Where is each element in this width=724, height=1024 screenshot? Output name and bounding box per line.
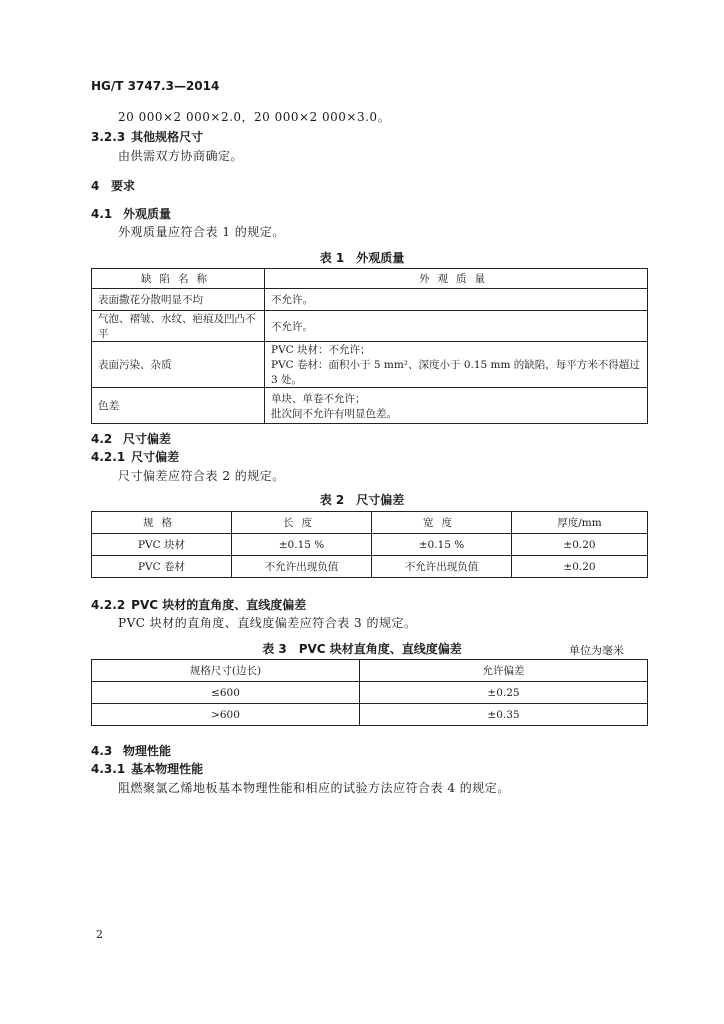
section-4-3-1-heading: [91, 760, 203, 777]
cell-line: 批次间不允许有明显色差。: [271, 407, 397, 420]
table-row: [92, 682, 648, 704]
table-row: [92, 311, 648, 342]
section-4-2-1-text: 尺寸偏差应符合表 2 的规定。: [118, 469, 285, 483]
table-cell: ±0.25: [360, 682, 648, 704]
table-2: [91, 511, 648, 578]
table-row: [92, 704, 648, 726]
table-cell: PVC 块材: [92, 534, 232, 556]
table-row: [92, 342, 648, 388]
table-cell: ±0.15 %: [372, 534, 512, 556]
section-number: 3.2.3: [91, 130, 126, 144]
table-header-cell: 缺陷名称: [92, 269, 265, 289]
section-4-2-1-heading: [91, 448, 179, 465]
section-4-3-heading: [91, 742, 171, 759]
table-cell: 不允许出现负值: [232, 556, 372, 578]
cell-line: 单块、单卷不允许；: [271, 392, 366, 405]
table-header-cell: 规格尺寸(边长): [92, 660, 360, 682]
cell-line: PVC 卷材：面积小于 5 mm²、深度小于 0.15 mm 的缺陷，每平方米不得超过 3 处。: [271, 359, 640, 386]
table-row: [92, 289, 648, 311]
table-cell: 表面撒花分散明显不均: [92, 289, 265, 311]
table-cell: 色差: [92, 388, 265, 424]
table-row: [92, 534, 648, 556]
table-3-unit-note: 单位为毫米: [569, 644, 624, 657]
table-cell: 表面污染、杂质: [92, 342, 265, 388]
document-code: HG/T 3747.3—2014: [91, 79, 220, 93]
table-header-cell: 外观质量: [265, 269, 648, 289]
section-title: PVC 块材的直角度、直线度偏差: [131, 598, 307, 612]
table-cell: 不允许。: [265, 289, 648, 311]
section-4-3-1-text: 阻燃聚氯乙烯地板基本物理性能和相应的试验方法应符合表 4 的规定。: [118, 781, 510, 795]
section-number: 4: [91, 179, 100, 193]
page-number: 2: [96, 928, 103, 941]
section-title: 外观质量: [123, 207, 172, 221]
table-cell: [265, 342, 648, 388]
table-cell: >600: [92, 704, 360, 726]
section-number: 4.2.2: [91, 598, 126, 612]
table-cell: ≤600: [92, 682, 360, 704]
section-title: 尺寸偏差: [123, 432, 172, 446]
section-4-heading: [91, 177, 135, 194]
table-3: [91, 659, 648, 726]
section-title: 要求: [111, 179, 136, 193]
table-cell: ±0.20: [512, 556, 648, 578]
table-cell: 不允许出现负值: [372, 556, 512, 578]
cell-line: PVC 块材：不允许；: [271, 344, 371, 356]
table-header-cell: 宽度: [372, 512, 512, 534]
section-title: 其他规格尺寸: [131, 130, 204, 144]
table-3-caption: 表 3 PVC 块材直角度、直线度偏差: [262, 642, 462, 656]
table-cell: PVC 卷材: [92, 556, 232, 578]
section-number: 4.2.1: [91, 450, 126, 464]
section-title: 基本物理性能: [131, 762, 204, 776]
table-cell: 气泡、褶皱、水纹、疤痕及凹凸不平: [92, 311, 265, 342]
table-1: [91, 268, 648, 424]
section-4-2-heading: [91, 430, 171, 447]
table-header-cell: 厚度/mm: [512, 512, 648, 534]
table-row: [92, 556, 648, 578]
table-header-cell: 规格: [92, 512, 232, 534]
table-cell: ±0.15 %: [232, 534, 372, 556]
section-number: 4.3.1: [91, 762, 126, 776]
table-1-caption: 表 1 外观质量: [319, 251, 405, 265]
table-cell: 不允许。: [265, 311, 648, 342]
section-4-1-text: 外观质量应符合表 1 的规定。: [118, 225, 285, 239]
section-title: 物理性能: [123, 744, 172, 758]
section-4-1-heading: [91, 205, 171, 222]
section-3-2-3-heading: [91, 128, 203, 145]
section-4-2-2-heading: [91, 596, 306, 613]
table-header-cell: 长度: [232, 512, 372, 534]
section-title: 尺寸偏差: [131, 450, 180, 464]
table-cell: [265, 388, 648, 424]
table-row: [92, 388, 648, 424]
table-cell: ±0.35: [360, 704, 648, 726]
dimension-list-line: 20 000×2 000×2.0，20 000×2 000×3.0。: [118, 110, 391, 124]
table-2-caption: 表 2 尺寸偏差: [319, 493, 405, 507]
section-4-2-2-text: PVC 块材的直角度、直线度偏差应符合表 3 的规定。: [118, 616, 417, 630]
table-cell: ±0.20: [512, 534, 648, 556]
table-header-cell: 允许偏差: [360, 660, 648, 682]
section-number: 4.3: [91, 744, 113, 758]
section-number: 4.2: [91, 432, 113, 446]
section-number: 4.1: [91, 207, 113, 221]
section-3-2-3-text: 由供需双方协商确定。: [118, 149, 244, 163]
